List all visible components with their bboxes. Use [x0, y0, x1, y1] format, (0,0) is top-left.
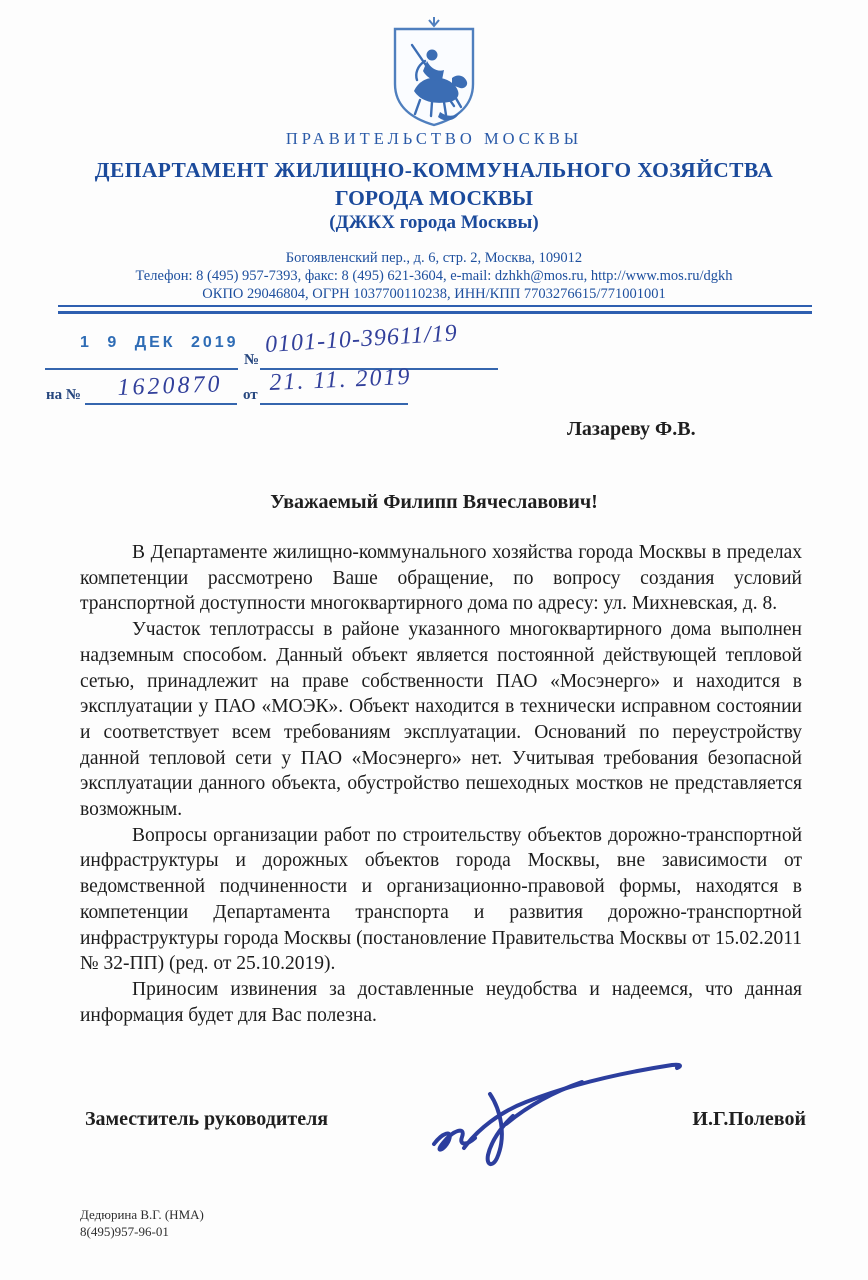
executor-name: Дедюрина В.Г. (НМА) — [80, 1207, 204, 1222]
letterhead-contacts: Телефон: 8 (495) 957-7393, факс: 8 (495) 621-3604, e-mail: dzhkh@mos.ru, http://www.mos.ru/dgkh — [135, 268, 733, 284]
body-paragraph: Приносим извинения за доставленные неудобства и надеемся, что данная информация будет для Вас полезна. — [80, 978, 802, 1026]
letterhead-divider — [58, 305, 812, 314]
government-title: ПРАВИТЕЛЬСТВО МОСКВЫ — [285, 129, 583, 148]
department-title-short: (ДЖКХ города Москвы) — [329, 212, 539, 233]
letterhead-registration: ОКПО 29046804, ОГРН 1037700110238, ИНН/КПП 7703276615/771001001 — [202, 286, 666, 302]
incoming-number-handwritten: 1620870 — [117, 371, 223, 402]
body-paragraph: Вопросы организации работ по строительству объектов дорожно-транспортной инфраструктуры и дорожных объектов города Москвы, вне зависимости от ведомственной подчиненности и организационно-правовой формы, находятся в компетенции Департамента транспорта и развития дорожно-транспортной инфраструктуры города Москвы (постановление Правительства Москвы от 15.02.2011 № 32-ПП) (ред. от 25.10.2019). — [80, 824, 802, 975]
signer-position: Заместитель руководителя — [85, 1108, 329, 1130]
date-underline — [45, 368, 238, 370]
body-paragraph: Участок теплотрассы в районе указанного многоквартирного дома выполнен надземным способом. Данный объект является постоянной действующей тепловой сетью, принадлежит на праве собственности ПАО «Мосэнерго» и находится в эксплуатации у ПАО «МОЭК». Объект находится в технически исправном состоянии и соответствует всем требованиям эксплуатации. Оснований по переустройству данной тепловой сети у ПАО «Мосэнерго» нет. Учитывая требования безопасной эксплуатации данного объекта, обустройство пешеходных мостков не представляется возможным. — [80, 619, 802, 821]
incoming-number-underline — [85, 403, 237, 405]
letter-body — [80, 540, 802, 1028]
executor-phone: 8(495)957-96-01 — [80, 1224, 169, 1239]
incoming-number-label: на № — [46, 387, 81, 403]
outgoing-number-label: № — [244, 352, 260, 368]
executor-block — [80, 1206, 204, 1240]
salutation: Уважаемый Филипп Вячеславович! — [270, 491, 598, 513]
signer-name: И.Г.Полевой — [692, 1108, 806, 1130]
addressee-name: Лазареву Ф.В. — [567, 418, 696, 440]
handwritten-signature-icon — [420, 1050, 690, 1168]
incoming-date-label: от — [243, 387, 258, 403]
date-stamp: 1 9 ДЕК 2019 — [80, 334, 239, 351]
department-title-line2: ГОРОДА МОСКВЫ — [334, 186, 534, 210]
incoming-date-underline — [260, 403, 408, 405]
body-paragraph: В Департаменте жилищно-коммунального хозяйства города Москвы в пределах компетенции рассмотрено Ваше обращение, по вопросу создания условий транспортной доступности многоквартирного дома по адресу: ул. Михневская, д. 8. — [80, 542, 802, 615]
outgoing-number-handwritten: 0101-10-39611/19 — [264, 320, 459, 359]
incoming-date-handwritten: 21. 11. 2019 — [268, 363, 413, 397]
letterhead-address: Богоявленский пер., д. 6, стр. 2, Москва, 109012 — [285, 250, 583, 266]
moscow-coat-of-arms-icon — [388, 16, 480, 128]
department-title-line1: ДЕПАРТАМЕНТ ЖИЛИЩНО-КОММУНАЛЬНОГО ХОЗЯЙСТВА — [94, 158, 774, 182]
